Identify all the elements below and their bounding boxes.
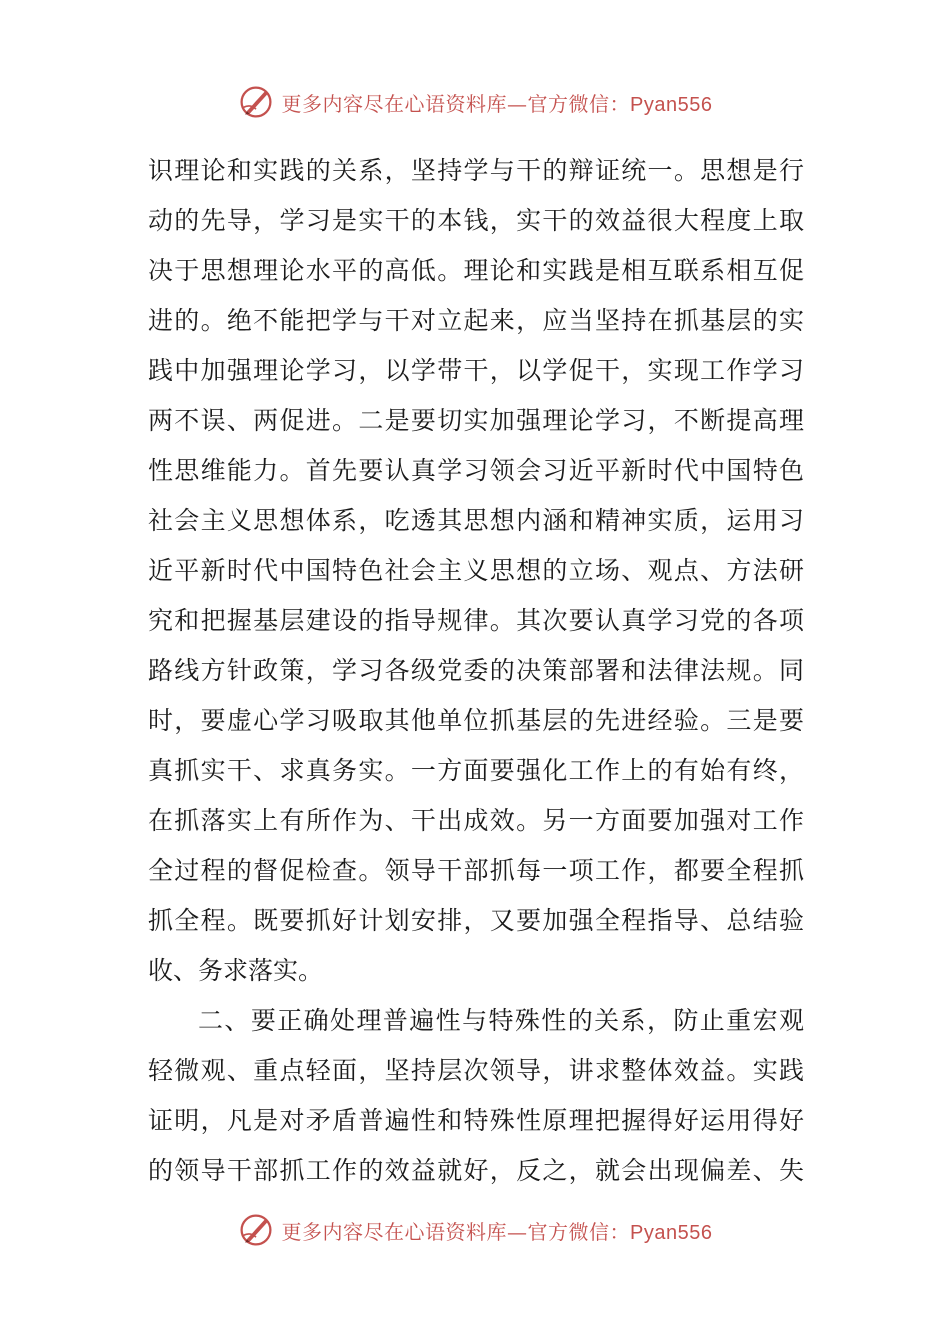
text-line: 性思维能力。首先要认真学习领会习近平新时代中国特色 (148, 456, 804, 485)
text-line: 的领导干部抓工作的效益就好，反之，就会出现偏差、失 (148, 1156, 804, 1185)
text-line: 社会主义思想体系，吃透其思想内涵和精神实质，运用习 (148, 506, 804, 535)
header-site-text: 更多内容尽在心语资料库—官方微信：Pyan556 (281, 91, 713, 116)
text-line: 证明，凡是对矛盾普遍性和特殊性原理把握得好运用得好 (148, 1106, 804, 1135)
text-line: 近平新时代中国特色社会主义思想的立场、观点、方法研 (148, 556, 804, 585)
text-line: 真抓实干、求真务实。一方面要强化工作上的有始有终， (148, 756, 804, 785)
text-line: 收、务求落实。 (148, 956, 324, 985)
pen-logo-icon (238, 1212, 274, 1248)
text-line: 践中加强理论学习，以学带干，以学促干，实现工作学习 (148, 356, 804, 385)
text-line: 全过程的督促检查。领导干部抓每一项工作，都要全程抓 (148, 856, 804, 885)
header-banner (0, 80, 950, 124)
text-line: 两不误、两促进。二是要切实加强理论学习，不断提高理 (148, 406, 804, 435)
text-line: 究和把握基层建设的指导规律。其次要认真学习党的各项 (148, 606, 804, 635)
text-line: 动的先导，学习是实干的本钱，实干的效益很大程度上取 (148, 206, 804, 235)
text-line: 路线方针政策，学习各级党委的决策部署和法律法规。同 (148, 656, 804, 685)
text-line: 轻微观、重点轻面，坚持层次领导，讲求整体效益。实践 (148, 1056, 804, 1085)
text-line: 抓全程。既要抓好计划安排，又要加强全程指导、总结验 (148, 906, 804, 935)
document-body (148, 146, 804, 1196)
text-line: 识理论和实践的关系，坚持学与干的辩证统一。思想是行 (148, 156, 804, 185)
pen-logo-icon (238, 84, 274, 120)
text-line: 二、要正确处理普遍性与特殊性的关系，防止重宏观 (198, 1006, 804, 1035)
text-line: 时，要虚心学习吸取其他单位抓基层的先进经验。三是要 (148, 706, 804, 735)
text-line: 决于思想理论水平的高低。理论和实践是相互联系相互促 (148, 256, 804, 285)
text-line: 在抓落实上有所作为、干出成效。另一方面要加强对工作 (148, 806, 804, 835)
footer-site-text: 更多内容尽在心语资料库—官方微信：Pyan556 (281, 1219, 713, 1244)
text-line: 进的。绝不能把学与干对立起来，应当坚持在抓基层的实 (148, 306, 804, 335)
footer-banner (0, 1208, 950, 1252)
